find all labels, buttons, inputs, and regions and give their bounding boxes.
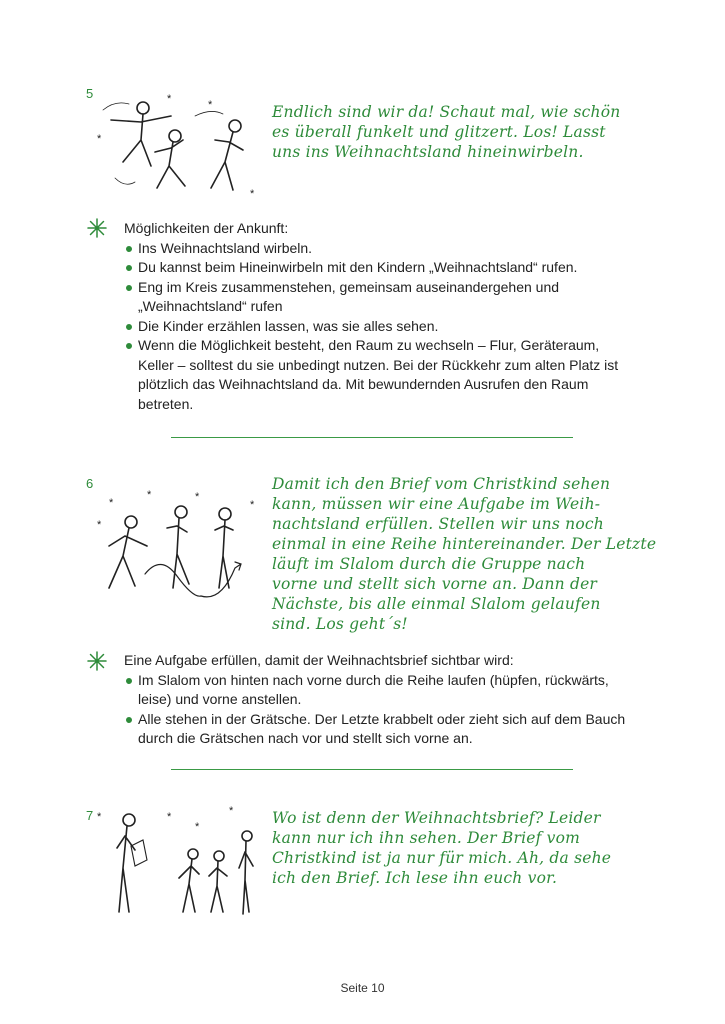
list-item-text: „Weihnachtsland“ rufen bbox=[138, 298, 283, 314]
speech-line: vorne und stellt sich vorne an. Dann der bbox=[272, 575, 598, 593]
speech-line: Nächste, bis alle einmal Slalom gelaufen bbox=[272, 595, 601, 613]
green-dot-icon bbox=[126, 343, 132, 349]
speech-line: Endlich sind wir da! Schaut mal, wie schön bbox=[272, 103, 621, 121]
speech-line: es überall funkelt und glitzert. Los! Lasst bbox=[272, 123, 606, 141]
svg-text:*: * bbox=[250, 499, 255, 511]
green-dot-icon bbox=[126, 324, 132, 330]
list-item-text: Alle stehen in der Grätsche. Der Letzte krabbelt oder zieht sich auf dem Bauch bbox=[138, 710, 626, 727]
speech-line: sind. Los geht´s! bbox=[272, 615, 408, 633]
sketch-slalom-figures bbox=[95, 484, 265, 604]
list-item-text: Eng im Kreis zusammenstehen, gemeinsam auseinandergehen und bbox=[138, 278, 560, 295]
svg-text:*: * bbox=[167, 93, 172, 105]
speech-line: kann nur ich ihn sehen. Der Brief vom bbox=[272, 829, 581, 847]
list-item bbox=[124, 317, 664, 337]
section-number-5: 5 bbox=[86, 86, 94, 101]
notes-lead: Eine Aufgabe erfüllen, damit der Weihnachtsbrief sichtbar wird: bbox=[124, 652, 514, 668]
green-dot-icon bbox=[126, 285, 132, 291]
speech-line: einmal in eine Reihe hintereinander. Der Letzte bbox=[272, 535, 657, 553]
list-item-text: leise) und vorne anstellen. bbox=[138, 691, 302, 707]
notes-6 bbox=[124, 651, 664, 749]
list-item-text: Keller – solltest du sie unbedingt nutzen. Bei der Rückkehr zum alten Platz ist bbox=[138, 356, 619, 373]
list-item bbox=[124, 671, 664, 710]
list-item-text: Ins Weihnachtsland wirbeln. bbox=[138, 239, 313, 256]
page-number: Seite 10 bbox=[340, 981, 385, 995]
svg-text:*: * bbox=[167, 811, 172, 823]
speech-text-7 bbox=[272, 808, 667, 888]
green-dot-icon bbox=[126, 678, 132, 684]
speech-line: Wo ist denn der Weihnachtsbrief? Leider bbox=[272, 809, 601, 827]
svg-text:*: * bbox=[229, 806, 234, 817]
list-item-text: betreten. bbox=[138, 395, 194, 412]
asterisk-star-icon bbox=[87, 651, 107, 671]
sketch-reader-and-children bbox=[95, 806, 265, 921]
svg-text:*: * bbox=[97, 811, 102, 823]
speech-line: läuft im Slalom durch die Gruppe nach bbox=[272, 555, 586, 573]
speech-text-6 bbox=[272, 474, 667, 634]
speech-text-5 bbox=[272, 102, 667, 162]
svg-text:*: * bbox=[109, 497, 114, 509]
list-item bbox=[124, 336, 664, 414]
section-number-7: 7 bbox=[86, 808, 94, 823]
notes-5 bbox=[124, 219, 664, 414]
speech-line: kann, müssen wir eine Aufgabe im Weih- bbox=[272, 495, 601, 513]
list-item-text: Wenn die Möglichkeit besteht, den Raum zu wechseln – Flur, Geräteraum, bbox=[138, 337, 600, 353]
section-divider bbox=[171, 437, 573, 438]
asterisk-star-icon bbox=[87, 218, 107, 238]
list-item bbox=[124, 278, 664, 317]
svg-text:*: * bbox=[195, 821, 200, 833]
list-item bbox=[124, 710, 664, 749]
svg-text:*: * bbox=[208, 99, 213, 111]
green-dot-icon bbox=[126, 265, 132, 271]
list-item-text: Im Slalom von hinten nach vorne durch die Reihe laufen (hüpfen, rückwärts, bbox=[138, 671, 609, 688]
list-item bbox=[124, 258, 664, 278]
bullet-list bbox=[124, 239, 664, 415]
section-divider bbox=[171, 769, 573, 770]
notes-lead: Möglichkeiten der Ankunft: bbox=[124, 220, 289, 236]
sketch-dancing-figures bbox=[95, 92, 265, 202]
speech-line: uns ins Weihnachtsland hineinwirbeln. bbox=[272, 143, 584, 161]
list-item-text: durch die Grätschen nach vor und stellt sich vorne an. bbox=[138, 730, 473, 746]
green-dot-icon bbox=[126, 717, 132, 723]
svg-text:*: * bbox=[147, 489, 152, 501]
svg-text:*: * bbox=[97, 133, 102, 145]
speech-line: Damit ich den Brief vom Christkind sehen bbox=[272, 475, 611, 493]
svg-text:*: * bbox=[250, 188, 255, 200]
svg-text:*: * bbox=[97, 519, 102, 531]
list-item-text: plötzlich das Weihnachtsland da. Mit bewundernden Ausrufen den Raum bbox=[138, 376, 589, 392]
list-item-text: Die Kinder erzählen lassen, was sie alles sehen. bbox=[138, 317, 439, 334]
list-item-text: Du kannst beim Hineinwirbeln mit den Kindern „Weihnachtsland“ rufen. bbox=[138, 259, 578, 275]
green-dot-icon bbox=[126, 246, 132, 252]
speech-line: ich den Brief. Ich lese ihn euch vor. bbox=[272, 869, 558, 887]
list-item bbox=[124, 239, 664, 259]
svg-text:*: * bbox=[195, 491, 200, 503]
section-number-6: 6 bbox=[86, 476, 94, 491]
speech-line: nachtsland erfüllen. Stellen wir uns noch bbox=[272, 515, 604, 533]
speech-line: Christkind ist ja nur für mich. Ah, da sehe bbox=[272, 849, 612, 867]
bullet-list bbox=[124, 671, 664, 749]
